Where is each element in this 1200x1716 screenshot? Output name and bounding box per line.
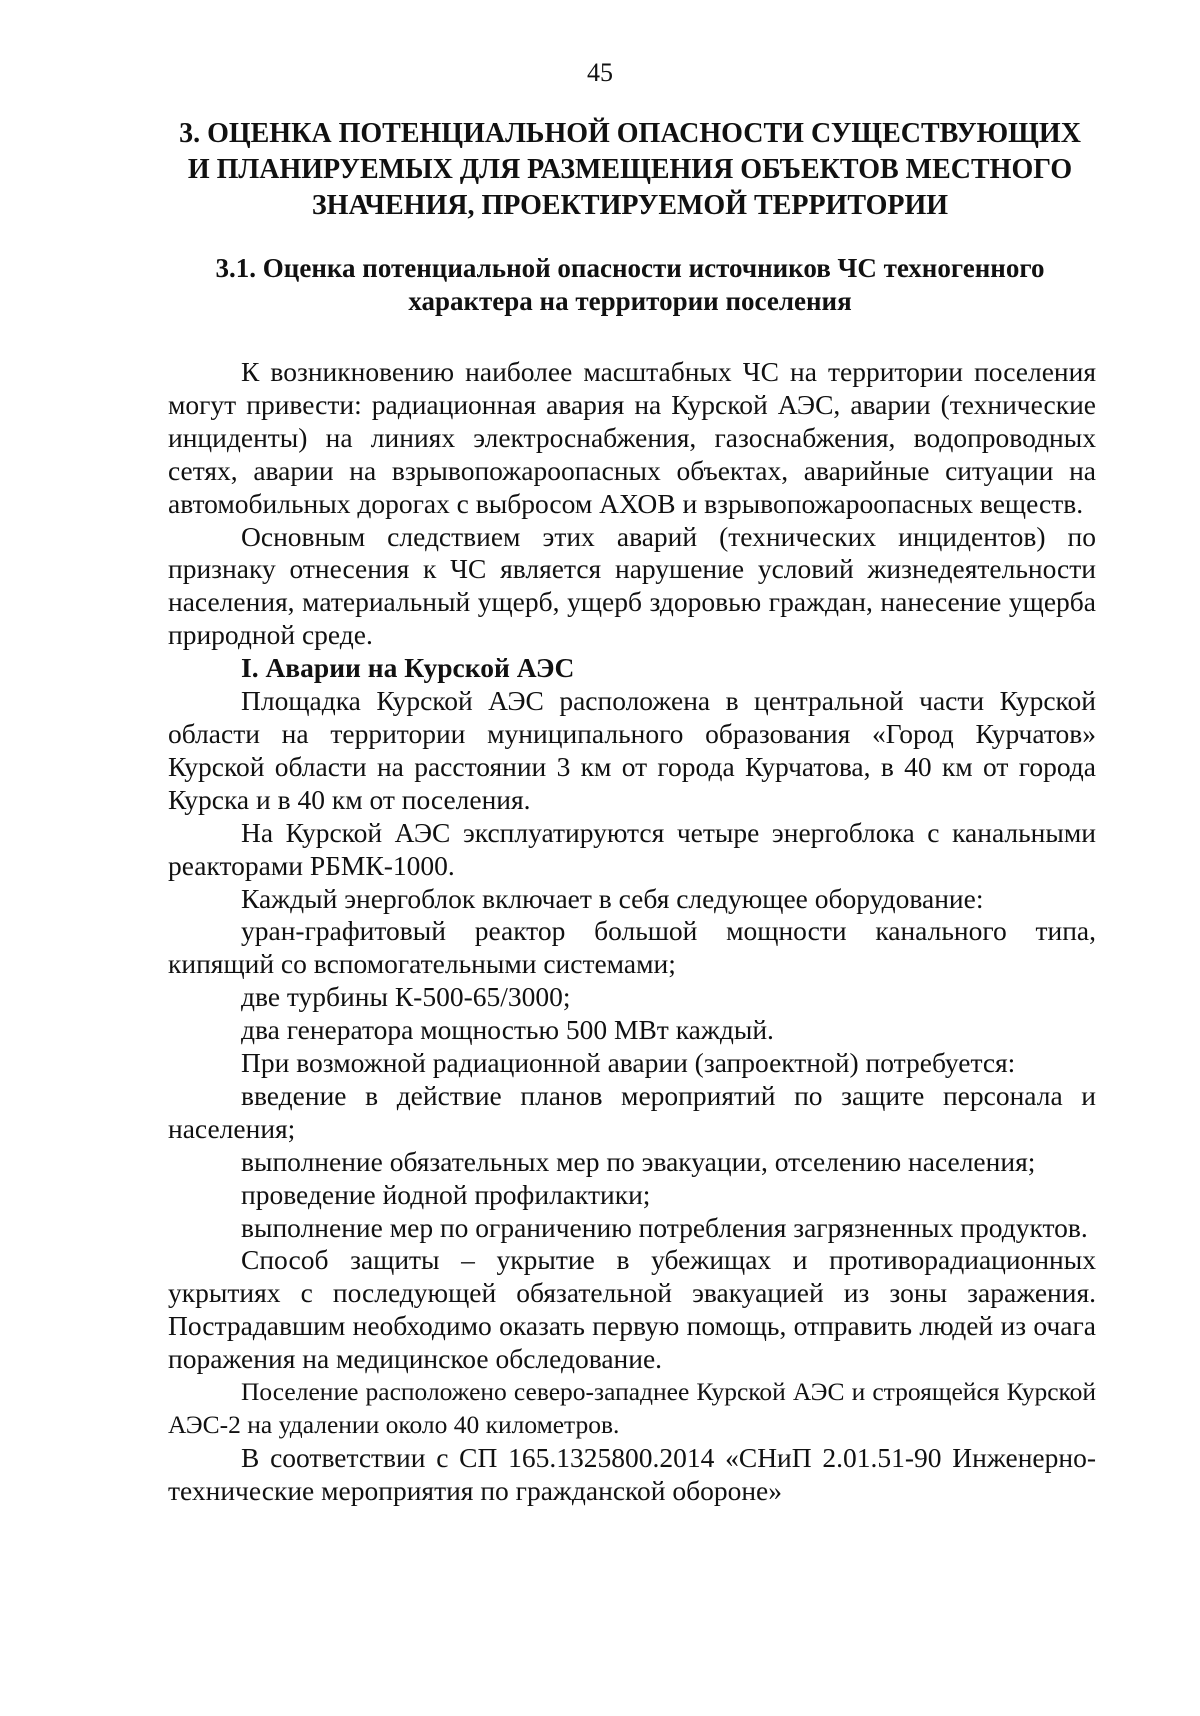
paragraph-intro: К возникновению наиболее масштабных ЧС на территории поселения могут привести: радиационная авария на Курской АЭС, аварии (технические инциденты) на линиях электроснабжения, газоснабжения, водопроводных сетях, аварии на взрывопожароопасных объектах, аварийные ситуации на автомобильных дорогах с выбросом АХОВ и взрывопожароопасных веществ.	[168, 356, 1096, 519]
paragraph-protection-method: Способ защиты – укрытие в убежищах и противорадиационных укрытиях с последующей обязательной эвакуацией из зоны заражения. Пострадавшим необходимо оказать первую помощь, отправить людей из очага поражения на медицинское обследование.	[168, 1244, 1096, 1375]
paragraph-settlement-location: Поселение расположено северо-западнее Курской АЭС и строящейся Курской АЭС-2 на удалении около 40 километров.	[168, 1377, 1096, 1439]
heading-kursk-npp-accidents: I. Аварии на Курской АЭС	[241, 652, 575, 684]
list-item-turbines: две турбины К-500-65/3000;	[241, 981, 571, 1013]
list-item-iodine: проведение йодной профилактики;	[241, 1178, 651, 1210]
subsection-title-line-2: характера на территории поселения	[408, 286, 852, 316]
subsection-title-line-1: 3.1. Оценка потенциальной опасности источников ЧС техногенного	[215, 253, 1045, 283]
list-item-food-restriction: выполнение мер по ограничению потребления загрязненных продуктов.	[241, 1211, 1088, 1243]
paragraph-equipment-intro: Каждый энергоблок включает в себя следующее оборудование:	[241, 882, 984, 914]
list-item-evacuation: выполнение обязательных мер по эвакуации, отселению населения;	[241, 1145, 1036, 1177]
paragraph-npp-location: Площадка Курской АЭС расположена в центральной части Курской области на территории муниципального образования «Город Курчатов» Курской области на расстоянии 3 км от города Курчатова, в 40 км от города Курска и в 40 км от поселения.	[168, 685, 1096, 815]
paragraph-accident-measures-intro: При возможной радиационной аварии (запроектной) потребуется:	[241, 1047, 1016, 1079]
list-item-generators: два генератора мощностью 500 МВт каждый.	[241, 1014, 774, 1046]
paragraph-regulation: В соответствии с СП 165.1325800.2014 «СНиП 2.01.51-90 Инженерно-технические мероприятия по гражданской обороне»	[168, 1441, 1096, 1506]
paragraph-power-units: На Курской АЭС эксплуатируются четыре энергоблока с канальными реакторами РБМК-1000.	[168, 816, 1096, 881]
list-item-reactor: уран-графитовый реактор большой мощности канального типа, кипящий со вспомогательными системами;	[168, 915, 1096, 980]
section-title-line-1: 3. ОЦЕНКА ПОТЕНЦИАЛЬНОЙ ОПАСНОСТИ СУЩЕСТВУЮЩИХ	[179, 118, 1081, 149]
paragraph-consequences: Основным следствием этих аварий (технических инцидентов) по признаку отнесения к ЧС является нарушение условий жизнедеятельности населения, материальный ущерб, ущерб здоровью граждан, нанесение ущерба природной среде.	[168, 520, 1096, 651]
list-item-plans: введение в действие планов мероприятий по защите персонала и населения;	[168, 1079, 1096, 1144]
section-title	[150, 116, 1110, 224]
section-title-line-2: И ПЛАНИРУЕМЫХ ДЛЯ РАЗМЕЩЕНИЯ ОБЪЕКТОВ МЕСТНОГО	[187, 154, 1073, 185]
body-text	[168, 356, 1096, 1508]
page-number: 45	[587, 58, 613, 87]
subsection-title	[165, 252, 1095, 318]
section-title-line-3: ЗНАЧЕНИЯ, ПРОЕКТИРУЕМОЙ ТЕРРИТОРИИ	[311, 190, 949, 221]
